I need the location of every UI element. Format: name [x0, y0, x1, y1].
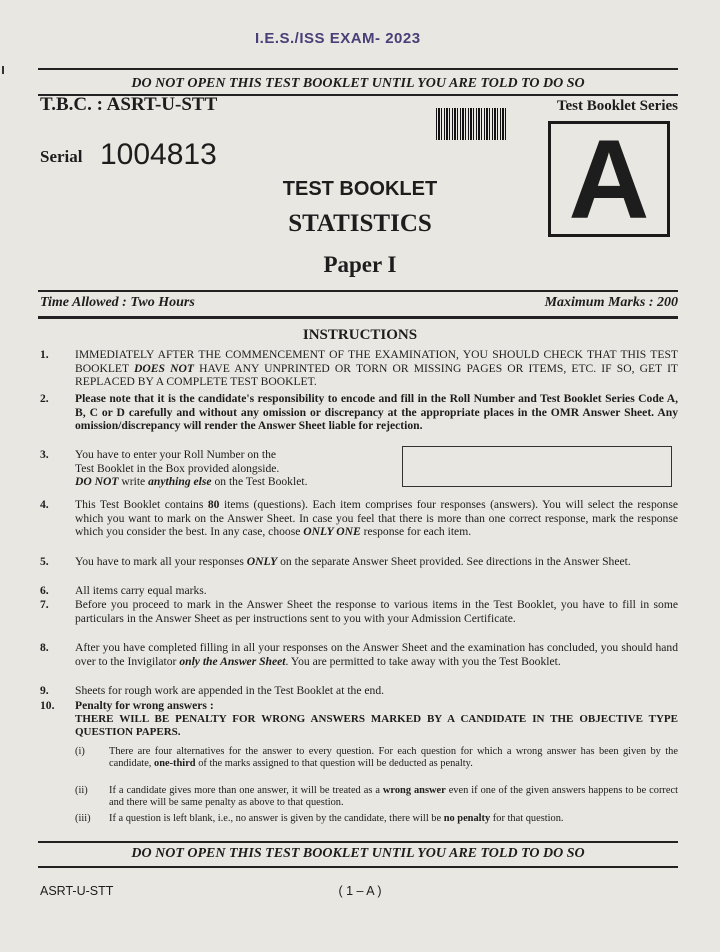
item-number: 3.	[40, 448, 49, 461]
instruction-item	[40, 392, 678, 433]
item-emphasis: wrong answer	[382, 785, 446, 796]
bottom-rule-lower	[38, 866, 678, 868]
penalty-item-number: (i)	[75, 746, 85, 757]
penalty-item	[75, 785, 678, 809]
item-emphasis: 80	[207, 498, 220, 511]
item-emphasis: only the Answer Sheet	[179, 654, 286, 668]
item-emphasis: ONLY ONE	[303, 525, 361, 538]
item-emphasis: DO NOT	[75, 475, 119, 488]
penalty-item	[75, 813, 678, 825]
maximum-marks: Maximum Marks : 200	[544, 295, 678, 310]
item-number: 2.	[40, 392, 49, 405]
time-rule-top	[38, 290, 678, 292]
item-text: You have to enter your Roll Number on the	[75, 448, 277, 461]
item-number: 1.	[40, 348, 49, 361]
instruction-item	[40, 684, 678, 698]
item-text: even if one of the given answers happens to be correct and there will be same penalty as above to that question.	[109, 785, 678, 808]
item-text: After you have completed filling in all your responses on the Answer Sheet and the examination has concluded, you should hand over to the Invigilator	[75, 641, 678, 668]
instruction-item	[40, 555, 678, 569]
item-number: 9.	[40, 684, 49, 697]
item-text: of the marks assigned to that question will be deducted as penalty.	[195, 758, 473, 769]
penalty-title: Penalty for wrong answers :	[75, 699, 214, 712]
instruction-item	[40, 584, 678, 598]
instruction-item	[40, 699, 678, 740]
item-text: Before you proceed to mark in the Answer Sheet the response to various items in the Test Booklet, you have to fill in some particulars in the Answer Sheet as per instructions sent to you with your Admission Certificate.	[75, 598, 678, 625]
item-emphasis: ONLY	[246, 555, 278, 568]
roll-number-box[interactable]	[402, 446, 672, 487]
serial-number: 1004813	[100, 138, 217, 171]
page-edge-mark	[2, 66, 4, 74]
item-text: Please note that it is the candidate's responsibility to encode and fill in the Roll Number and Test Booklet Series Code A, B, C or D carefully and without any omission or discrepancy at the appropriate places in the OMR Answer Sheet. Any omission/discrepancy will render the Answer Sheet liable for rejection.	[75, 392, 678, 432]
item-text: HAVE ANY UNPRINTED OR TORN OR MISSING PAGES OR ITEMS, ETC. IF SO, GET IT REPLACED BY A COMPLETE TEST BOOKLET.	[75, 361, 679, 388]
exam-stamp: I.E.S./ISS EXAM- 2023	[255, 30, 421, 47]
bottom-warning: DO NOT OPEN THIS TEST BOOKLET UNTIL YOU ARE TOLD TO DO SO	[131, 846, 585, 861]
item-text: IMMEDIATELY AFTER THE COMMENCEMENT OF THE EXAMINATION, YOU SHOULD CHECK THAT THIS TEST BOOKLET	[75, 348, 678, 375]
item-text: If a question is left blank, i.e., no answer is given by the candidate, there will be	[109, 813, 444, 824]
item-emphasis: anything else	[148, 475, 212, 488]
item-text: on the Test Booklet.	[211, 475, 308, 488]
item-text: write	[118, 475, 149, 488]
item-text: on the separate Answer Sheet provided. See directions in the Answer Sheet.	[277, 555, 631, 568]
item-number: 7.	[40, 598, 49, 611]
item-number: 6.	[40, 584, 49, 597]
serial-label: Serial	[40, 147, 83, 166]
subject-title: STATISTICS	[288, 210, 432, 237]
time-allowed: Time Allowed : Two Hours	[40, 295, 195, 310]
item-text: for that question.	[490, 813, 564, 824]
item-emphasis: one-third	[154, 758, 196, 769]
penalty-item-number: (ii)	[75, 785, 88, 796]
item-text: Test Booklet in the Box provided alongside.	[75, 461, 280, 475]
page-number: ( 1 – A )	[338, 884, 382, 898]
series-label: Test Booklet Series	[556, 98, 678, 114]
item-emphasis: DOES NOT	[134, 361, 194, 375]
item-text: This Test Booklet contains	[75, 498, 208, 511]
item-text: . You are permitted to take away with you the Test Booklet.	[285, 654, 561, 668]
item-text: There are four alternatives for the answer to every question. For each question for which a wrong answer has been given by the candidate,	[109, 746, 678, 769]
booklet-title: TEST BOOKLET	[282, 178, 438, 200]
footer-code: ASRT-U-STT	[40, 884, 114, 898]
instruction-item	[40, 598, 678, 625]
paper-title: Paper I	[323, 252, 397, 277]
item-number: 8.	[40, 641, 49, 654]
item-text: items (questions). Each item comprises four responses (answers). You will select the response which you want to mark on the Answer Sheet. In case you feel that there is more than one correct response, mark the response which you consider the best. In any case, choose	[75, 498, 678, 538]
bottom-rule	[38, 841, 678, 843]
item-text: All items carry equal marks.	[75, 584, 207, 597]
item-number: 4.	[40, 498, 49, 511]
penalty-caps: THERE WILL BE PENALTY FOR WRONG ANSWERS MARKED BY A CANDIDATE IN THE OBJECTIVE TYPE QUESTION PAPERS.	[75, 712, 678, 738]
series-letter: A	[568, 117, 650, 242]
item-text: You have to mark all your responses	[75, 555, 247, 568]
item-number: 10.	[40, 699, 55, 712]
item-text: If a candidate gives more than one answer, it will be treated as a	[109, 785, 383, 796]
instruction-item	[40, 641, 678, 668]
top-rule	[38, 68, 678, 70]
item-number: 5.	[40, 555, 49, 568]
tbc-code: T.B.C. : ASRT-U-STT	[40, 94, 218, 115]
penalty-item	[75, 746, 678, 770]
time-rule-bottom	[38, 316, 678, 319]
instruction-item	[40, 348, 678, 389]
item-text: response for each item.	[360, 525, 472, 538]
top-warning: DO NOT OPEN THIS TEST BOOKLET UNTIL YOU ARE TOLD TO DO SO	[131, 76, 585, 91]
instructions-heading: INSTRUCTIONS	[302, 327, 418, 343]
item-text: Sheets for rough work are appended in the Test Booklet at the end.	[75, 684, 385, 697]
barcode	[436, 108, 506, 140]
instruction-item	[40, 498, 678, 539]
penalty-item-number: (iii)	[75, 813, 91, 824]
item-emphasis: no penalty	[443, 813, 491, 824]
